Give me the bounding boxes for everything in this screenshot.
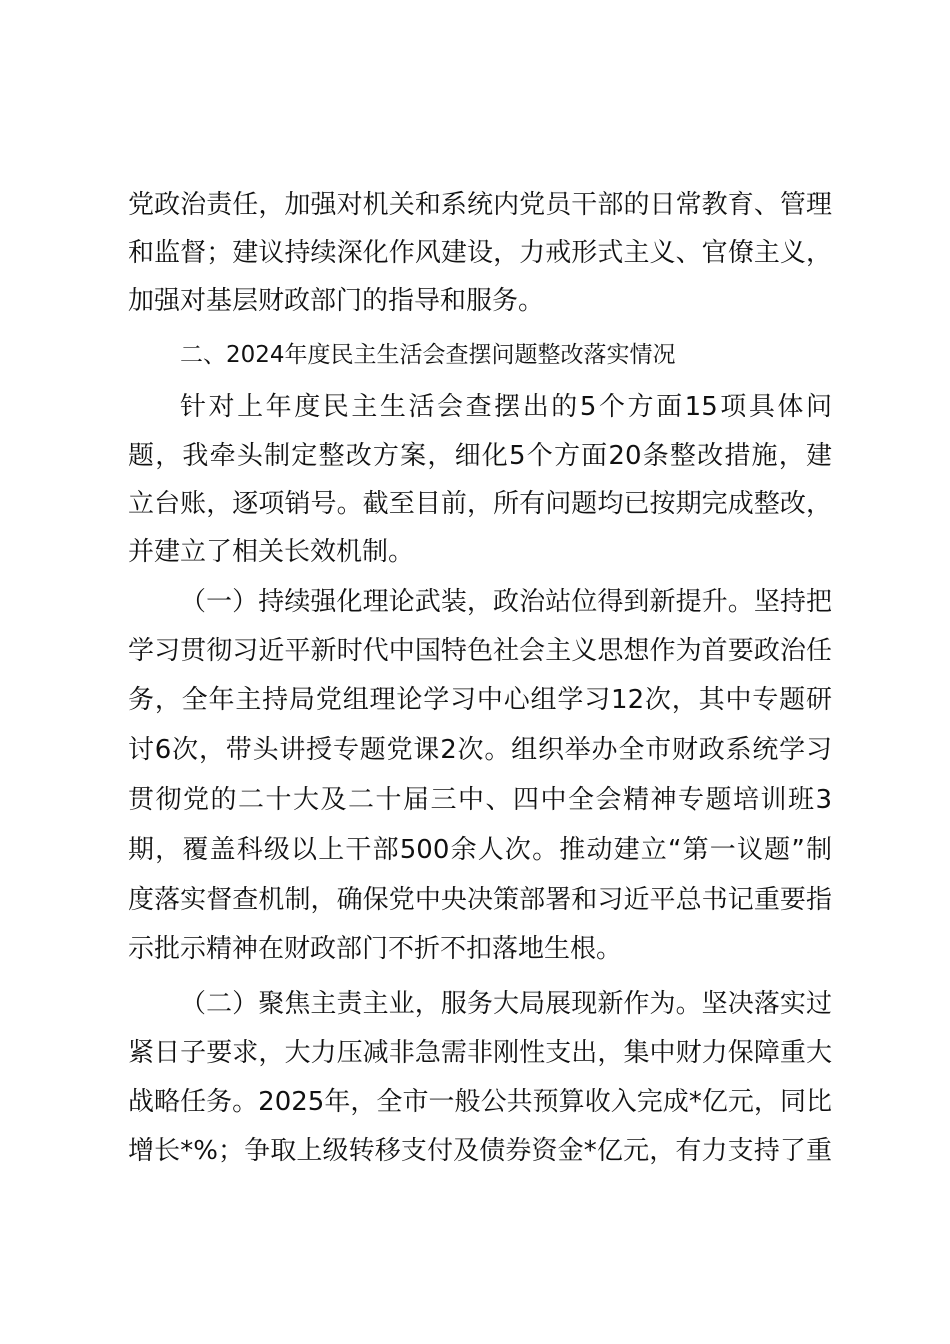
text-line: 紧日子要求，大力压减非急需非刚性支出，集中财力保障重大 bbox=[128, 1038, 832, 1068]
text-line: 期，覆盖科级以上干部500余人次。推动建立“第一议题”制 bbox=[128, 835, 832, 865]
text-line: 立台账，逐项销号。截至目前，所有问题均已按期完成整改， bbox=[128, 489, 832, 519]
text-line: 针对上年度民主生活会查摆出的5个方面15项具体问 bbox=[180, 392, 832, 422]
text-line: 务，全年主持局党组理论学习中心组学习12次，其中专题研 bbox=[128, 685, 832, 715]
text-line: 并建立了相关长效机制。 bbox=[128, 537, 415, 567]
text-line: 题，我牵头制定整改方案，细化5个方面20条整改措施，建 bbox=[128, 441, 832, 471]
text-line: 加强对基层财政部门的指导和服务。 bbox=[128, 286, 545, 316]
subsection-line: （一）持续强化理论武装，政治站位得到新提升。坚持把 bbox=[180, 587, 832, 617]
text-line: 度落实督查机制，确保党中央决策部署和习近平总书记重要指 bbox=[128, 885, 832, 915]
section-heading: 二、2024年度民主生活会查摆问题整改落实情况 bbox=[180, 342, 676, 368]
text-line: 学习贯彻习近平新时代中国特色社会主义思想作为首要政治任 bbox=[128, 636, 832, 666]
text-line: 贯彻党的二十大及二十届三中、四中全会精神专题培训班3 bbox=[128, 785, 832, 815]
text-line: 讨6次，带头讲授专题党课2次。组织举办全市财政系统学习 bbox=[128, 735, 832, 765]
subsection-line: （二）聚焦主责主业，服务大局展现新作为。坚决落实过 bbox=[180, 989, 832, 1019]
text-line: 增长*%；争取上级转移支付及债券资金*亿元，有力支持了重 bbox=[128, 1136, 832, 1166]
text-line: 和监督；建议持续深化作风建设，力戒形式主义、官僚主义， bbox=[128, 238, 832, 268]
text-line: 示批示精神在财政部门不折不扣落地生根。 bbox=[128, 934, 623, 964]
text-line: 战略任务。2025年，全市一般公共预算收入完成*亿元，同比 bbox=[128, 1087, 832, 1117]
text-line: 党政治责任，加强对机关和系统内党员干部的日常教育、管理 bbox=[128, 190, 832, 220]
